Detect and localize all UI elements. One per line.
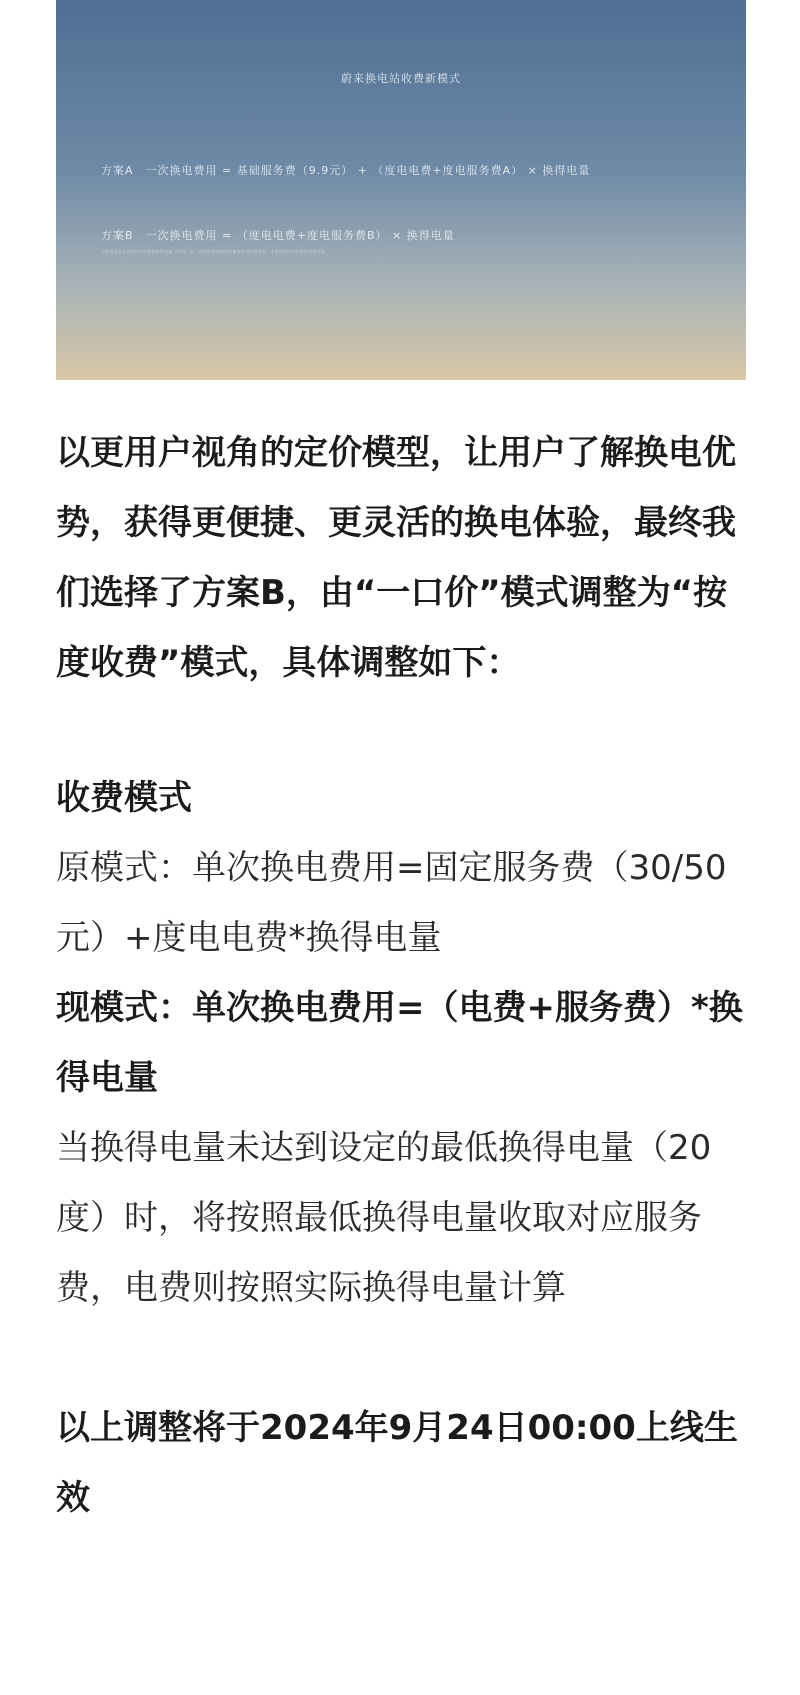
banner-title: 蔚来换电站收费新模式 [341, 72, 461, 85]
effective-date-text: 以上调整将于2024年9月24日00:00上线生效 [56, 1408, 738, 1518]
banner-footnote: 当换得电量未达到设定的最低换得电量（20度）时，将按照最低换得电量收取对应服务费，电费则按照实际换得电量计算。 [101, 249, 330, 254]
article-body [56, 418, 746, 1533]
intro-paragraph: 以更用户视角的定价模型，让用户了解换电优势，获得更便捷、更灵活的换电体验，最终我们选择了方案B，由“一口价”模式调整为“按度收费”模式，具体调整如下： [56, 433, 736, 683]
banner-plan-a: 方案A 一次换电费用 = 基础服务费（9.9元） + （度电电费+度电服务费A） × 换得电量 [101, 164, 591, 177]
old-mode-text: 原模式：单次换电费用=固定服务费（30/50元）+度电电费*换得电量 [56, 848, 727, 958]
new-mode-text: 现模式：单次换电费用=（电费+服务费）*换得电量 [56, 988, 743, 1098]
pricing-banner-image [56, 0, 746, 380]
banner-plan-b: 方案B 一次换电费用 = （度电电费+度电服务费B） × 换得电量 [101, 229, 455, 242]
minimum-charge-rule: 当换得电量未达到设定的最低换得电量（20度）时，将按照最低换得电量收取对应服务费，电费则按照实际换得电量计算 [56, 1128, 712, 1308]
section-title: 收费模式 [56, 778, 192, 818]
